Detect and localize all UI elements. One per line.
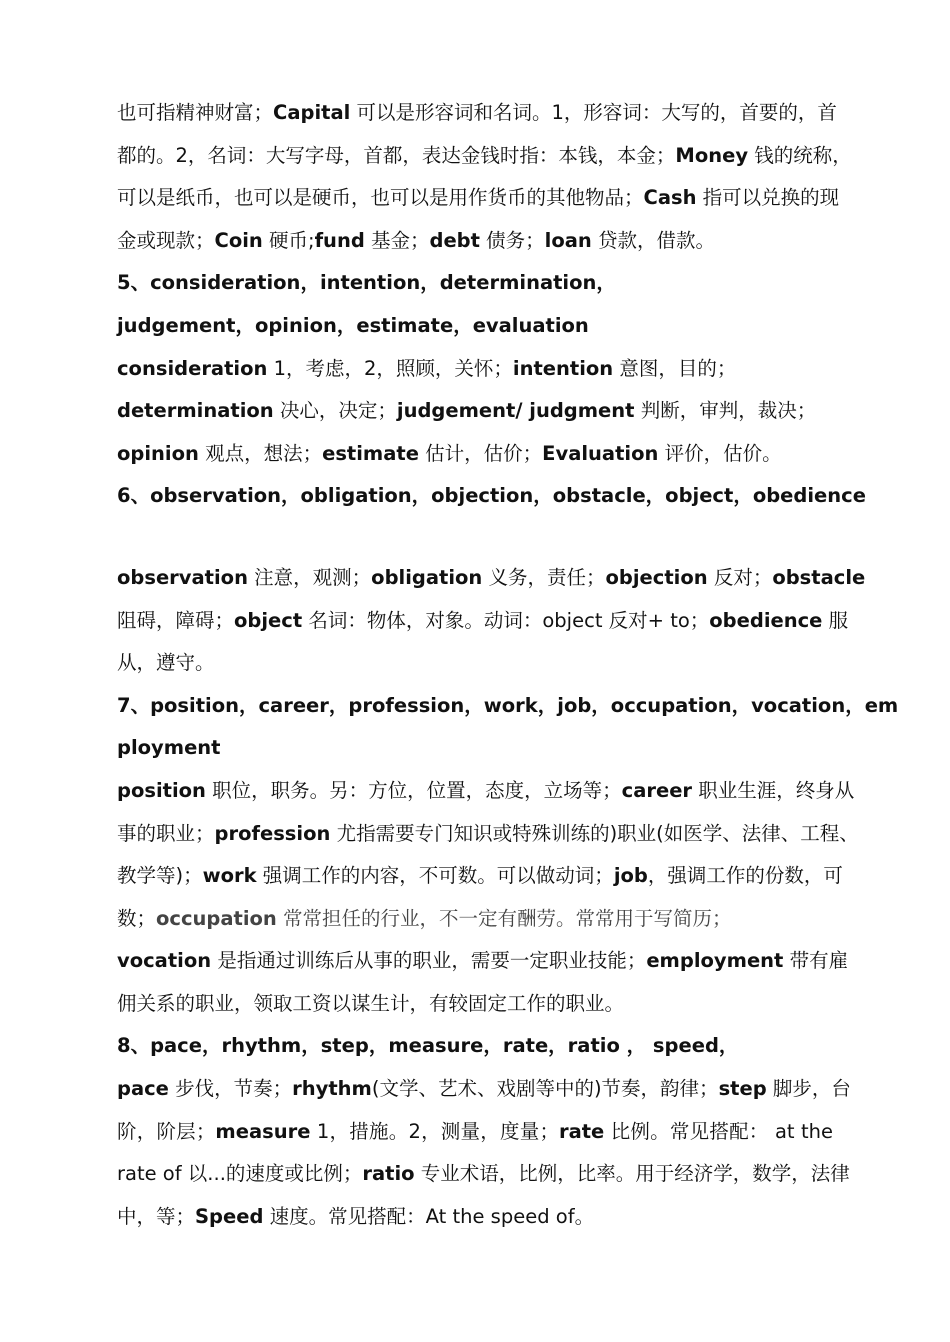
text-line: [117, 642, 833, 685]
term-text: profession: [214, 821, 331, 845]
term-text: Cash: [643, 186, 697, 210]
body-text: 从，遵守。: [117, 651, 215, 675]
body-text: 也可指精神财富；: [117, 101, 274, 124]
body-text: 金或现款；: [117, 228, 215, 252]
body-text: 佣关系的职业，领取工资以谋生计，有较固定工作的职业。: [117, 991, 625, 1015]
term-text: loan: [544, 228, 592, 252]
text-line: [117, 983, 833, 1026]
text-line: [117, 1196, 833, 1239]
term-text: 5、consideration，intention，determination，: [117, 271, 616, 295]
blank-line: [117, 518, 833, 557]
term-text: position: [117, 778, 206, 802]
body-text: 都的。2，名词：大写字母，首都，表达金钱时指：本钱，本金；: [117, 143, 676, 167]
text-line: [117, 1111, 833, 1154]
term-text: consideration: [117, 356, 268, 380]
text-line: [117, 475, 866, 518]
body-text: 可以是形容词和名词。1，形容词：大写的，首要的，首: [350, 101, 837, 124]
document-page: [117, 92, 899, 1238]
body-text: 钱的统称，: [748, 143, 852, 167]
body-text: 基金；: [364, 228, 430, 252]
term-text: employment: [646, 949, 784, 973]
term-text: vocation: [117, 949, 212, 973]
term-text: judgement，opinion，estimate，evaluation: [117, 313, 589, 337]
body-text: 中，等；: [117, 1204, 196, 1228]
body-text: 强调工作的内容，不可数。可以做动词；: [256, 864, 614, 888]
term-text: pace: [117, 1077, 169, 1101]
body-text: 硬币;: [262, 228, 315, 252]
term-text: objection: [605, 565, 708, 589]
term-text: Evaluation: [542, 441, 659, 465]
term-text: rhythm: [292, 1077, 372, 1101]
term-text: object: [234, 608, 303, 632]
text-line: [117, 855, 843, 898]
body-text: 事的职业；: [117, 821, 215, 845]
text-line: [117, 348, 833, 391]
term-text: work: [202, 864, 257, 888]
body-text: 步伐，节奏；: [168, 1077, 293, 1101]
body-text: 速度。常见搭配：At the speed of。: [263, 1204, 595, 1228]
term-text: opinion: [117, 441, 199, 465]
body-text: 名词：物体，对象。动词：object 反对+ to；: [302, 608, 710, 632]
body-text: 尤指需要专门知识或特殊训练的)职业(如医学、法律、工程、: [330, 821, 859, 845]
text-line: [117, 898, 833, 941]
body-text: 教学等)；: [117, 864, 203, 888]
body-text: 是指通过训练后从事的职业，需要一定职业技能；: [211, 949, 647, 973]
body-text: 反对；: [707, 565, 773, 589]
body-text: 决心，决定；: [273, 399, 397, 423]
body-text: 带有雇: [783, 949, 849, 973]
body-text: 职位，职务。另：方位，位置，态度，立场等；: [205, 778, 622, 802]
term-text: obligation: [371, 565, 483, 589]
term-text: 8、pace，rhythm，step，measure，rate，ratio ， speed，: [117, 1034, 739, 1058]
body-text: 评价，估价。: [658, 441, 782, 465]
term-text: observation: [117, 565, 248, 589]
body-text: 常常担任的行业，不一定有酬劳。常常用于写简历；: [276, 906, 732, 930]
term-text: Speed: [195, 1204, 264, 1228]
term-text: step: [718, 1077, 767, 1101]
body-text: 义务，责任；: [482, 565, 606, 589]
body-text: 数；: [117, 906, 157, 930]
text-line: [117, 557, 866, 600]
term-text: obstacle: [772, 565, 866, 589]
text-line: [117, 1153, 850, 1196]
text-line: [117, 727, 833, 770]
body-text: 阶，阶层；: [117, 1119, 216, 1143]
term-text: measure: [215, 1119, 311, 1143]
body-text: 职业生涯，终身从: [692, 778, 855, 802]
body-text: 贷款，借款。: [591, 228, 715, 252]
text-line: [117, 940, 849, 983]
body-text: 注意，观测；: [247, 565, 372, 589]
term-text: judgement/ judgment: [396, 399, 635, 423]
body-text: rate of 以...的速度或比例；: [117, 1162, 363, 1186]
term-text: ratio: [362, 1162, 415, 1186]
term-text: obedience: [709, 608, 823, 632]
term-text: intention: [512, 356, 614, 380]
body-text: 可以是纸币，也可以是硬币，也可以是用作货币的其他物品；: [117, 186, 644, 210]
term-text: career: [621, 778, 693, 802]
text-line: [117, 685, 899, 728]
term-text: Capital: [273, 101, 351, 124]
term-text: Money: [675, 143, 749, 167]
text-line: [117, 1068, 851, 1111]
body-text: 意图，目的；: [613, 356, 737, 380]
term-text: fund: [314, 228, 365, 252]
body-text: ，强调工作的份数，可: [647, 864, 843, 888]
text-line: [117, 770, 855, 813]
body-text: 服: [822, 608, 849, 632]
term-text: estimate: [322, 441, 419, 465]
body-text: 债务；: [479, 228, 545, 252]
term-text: determination: [117, 399, 274, 423]
body-text: 判断，审判，裁决；: [634, 399, 817, 423]
term-text: occupation: [156, 906, 277, 930]
text-line: [117, 135, 852, 178]
body-text: 观点，想法；: [198, 441, 323, 465]
text-line: [117, 220, 833, 263]
text-line: [117, 262, 833, 305]
body-text: 专业术语，比例，比率。用于经济学，数学，法律: [414, 1162, 850, 1186]
text-line: [117, 177, 840, 220]
term-text: rate: [558, 1119, 605, 1143]
body-text: 指可以兑换的现: [696, 186, 840, 210]
term-text: debt: [429, 228, 480, 252]
body-text: 估计，估价；: [418, 441, 543, 465]
term-text: job: [613, 864, 648, 888]
term-text: Coin: [214, 228, 263, 252]
body-text: 阻碍，障碍；: [117, 608, 235, 632]
term-text: 6、observation，obligation，objection，obstacle，object，obedience: [117, 484, 866, 508]
text-line: [117, 390, 833, 433]
text-line: [117, 1025, 833, 1068]
term-text: ployment: [117, 736, 221, 760]
text-line: [117, 813, 859, 856]
term-text: 7、position，career，profession，work，job，occupation，vocation，em: [117, 693, 899, 717]
body-text: 1，考虑，2，照顾，关怀；: [267, 356, 513, 380]
text-line: [117, 305, 833, 348]
body-text: 脚步，台: [766, 1077, 851, 1101]
body-text: 比例。常见搭配： at the: [604, 1119, 833, 1143]
body-text: (文学、艺术、戏剧等中的)节奏，韵律；: [371, 1077, 719, 1101]
text-line: [117, 433, 833, 476]
body-text: 1，措施。2，测量，度量；: [310, 1119, 559, 1143]
text-line: [117, 92, 837, 135]
text-line: [117, 600, 849, 643]
